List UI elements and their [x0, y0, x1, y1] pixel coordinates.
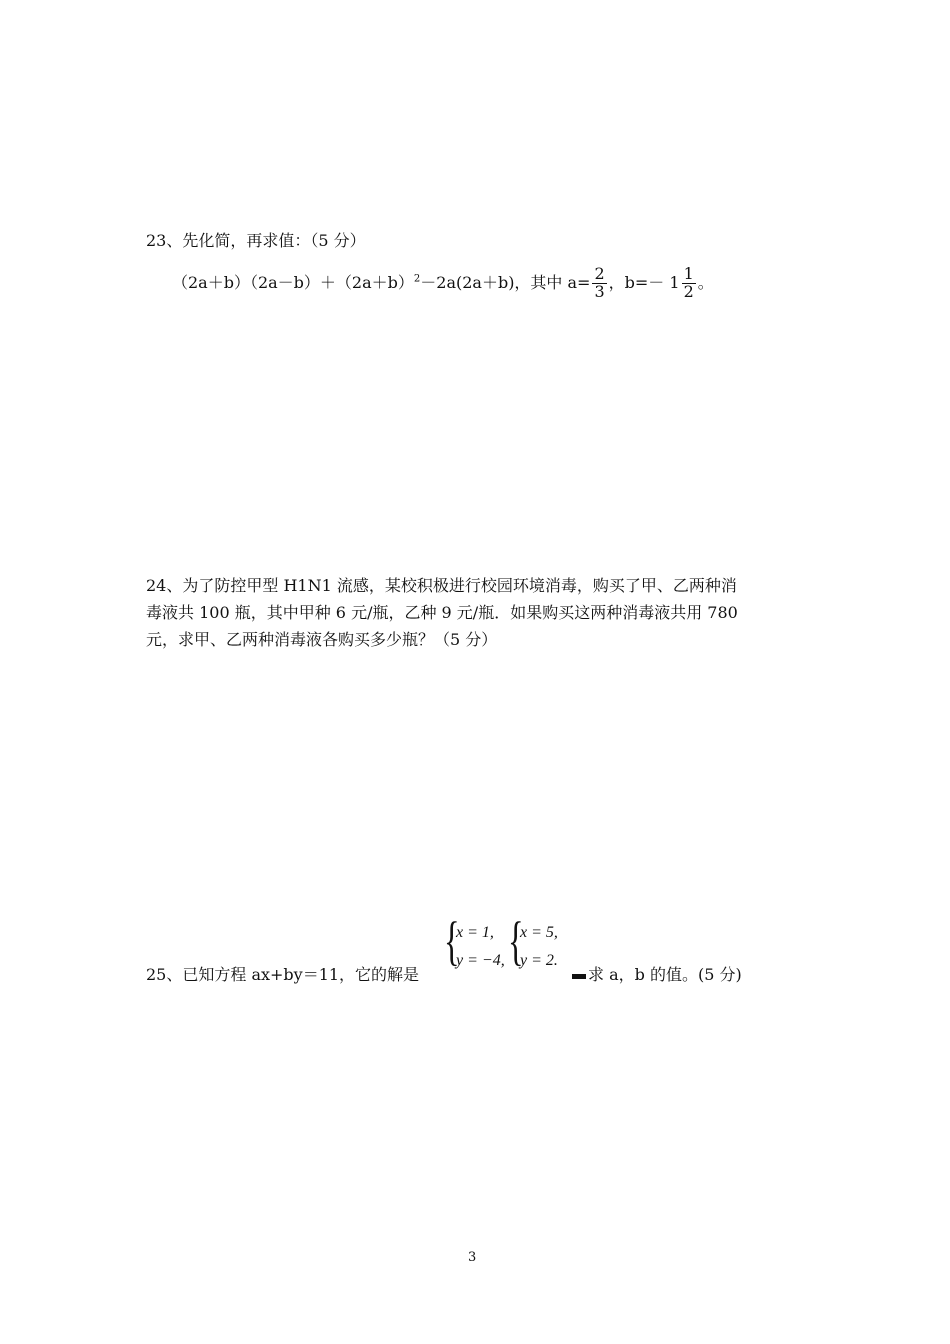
left-brace-icon: {: [444, 911, 460, 971]
expression-mid: ，b=－ 1: [608, 272, 680, 292]
fraction-a-numerator: 2: [594, 264, 605, 283]
question-24: [146, 572, 811, 653]
expression-end: 。: [697, 272, 714, 292]
question-24-line-2: 毒液共 100 瓶，其中甲种 6 元/瓶，乙种 9 元/瓶．如果购买这两种消毒液共用 780: [146, 603, 738, 622]
question-24-line-1: 24、为了防控甲型 H1N1 流感，某校积极进行校园环境消毒，购买了甲、乙两种消: [146, 576, 737, 595]
question-23-expression: [172, 266, 714, 301]
expression-rest: －2a(2a＋b)，其中 a=: [420, 272, 591, 292]
square-exponent: 2: [413, 273, 421, 285]
question-25-tail: 求 a，b 的值。(5 分): [588, 965, 742, 984]
expression-main: （2a＋b）（2a－b）＋（2a＋b）: [172, 272, 414, 292]
fraction-b-denominator: 2: [683, 281, 694, 301]
question-25-lead: 25、已知方程 ax+by＝11，它的解是: [146, 965, 420, 984]
system-2-row-2: y = 2.: [520, 952, 558, 969]
system-1-row-2: y = −4,: [456, 952, 505, 969]
placeholder-mark: [572, 974, 586, 979]
left-brace-icon: {: [508, 911, 524, 971]
page-number: 3: [468, 1250, 477, 1265]
fraction-a-denominator: 3: [594, 281, 605, 301]
fraction-b: [682, 266, 696, 301]
question-24-line-3: 元，求甲、乙两种消毒液各购买多少瓶？（5 分）: [146, 630, 498, 649]
fraction-a: [592, 266, 606, 301]
system-2-row-1: x = 5,: [520, 924, 558, 941]
question-23-title: 23、先化简，再求值：（5 分）: [146, 231, 366, 250]
system-1-row-1: x = 1,: [456, 924, 494, 941]
fraction-b-numerator: 1: [683, 264, 694, 283]
